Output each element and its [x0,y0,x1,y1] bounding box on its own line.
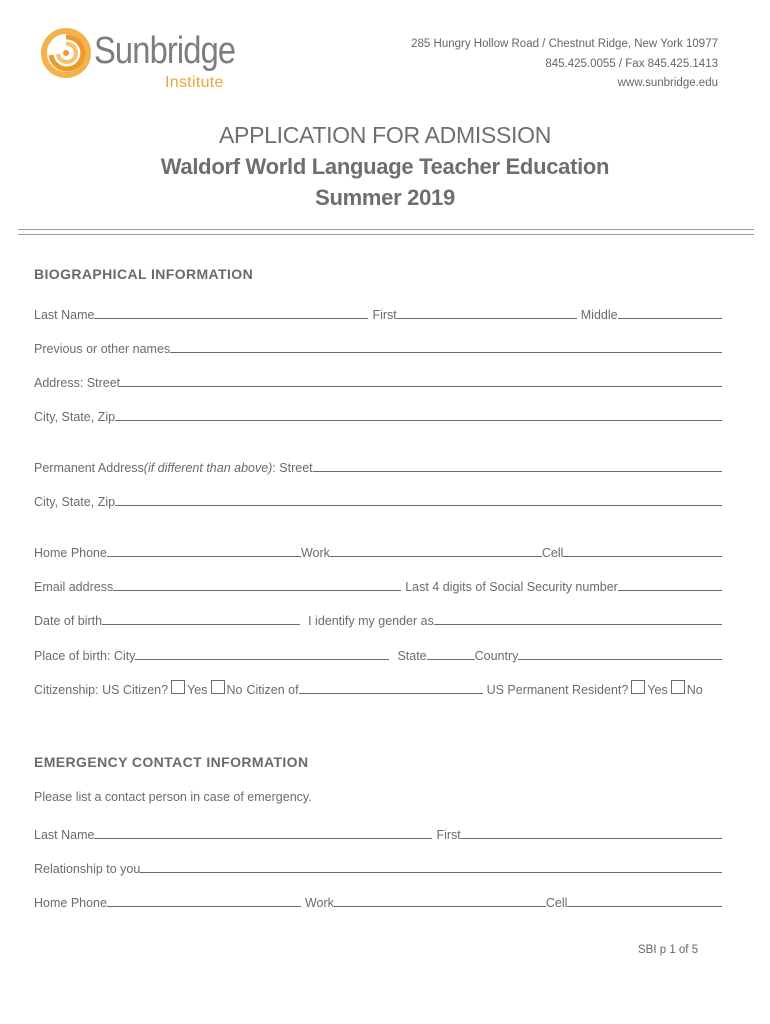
citizenship-row [34,677,722,697]
work-phone-label: Work [300,546,330,560]
logo-wordmark: Sunbridge [94,30,236,72]
citizen-of-field[interactable] [299,680,483,694]
emergency-home-phone-label: Home Phone [34,896,107,910]
citizenship-label: Citizenship: US Citizen? [34,683,169,697]
us-citizen-no-label: No [226,683,243,697]
last-name-label: Last Name [34,308,95,322]
emergency-home-phone-field[interactable] [107,893,301,907]
title-line-2: Waldorf World Language Teacher Education [160,154,610,179]
birth-country-label: Country [474,649,519,663]
emergency-phone-row [34,890,722,910]
home-phone-field[interactable] [107,543,301,557]
permanent-resident-yes-label: Yes [647,683,668,697]
emergency-first-name-label: First [436,828,461,842]
address-website[interactable]: www.sunbridge.edu [617,77,718,89]
phone-row [34,540,722,560]
name-row [34,302,722,322]
birthplace-row [34,643,722,663]
dob-label: Date of birth [34,614,103,628]
permanent-address-row [34,455,722,475]
permanent-address-label: Permanent Address [34,461,144,475]
birth-country-field[interactable] [518,646,722,660]
sun-spiral-icon [40,26,94,80]
dob-row [34,608,722,628]
permanent-address-note: (if different than above) [143,461,273,475]
city-state-zip-field[interactable] [115,407,722,421]
cell-phone-field[interactable] [563,543,722,557]
address-street-label: Address: Street [34,376,121,390]
cell-phone-label: Cell [541,546,564,560]
previous-names-row [34,336,722,356]
us-citizen-yes-label: Yes [187,683,208,697]
permanent-street-label: : Street [272,461,313,475]
document-title [0,120,770,213]
emergency-work-field[interactable] [334,893,546,907]
emergency-name-row [34,822,722,842]
birth-city-label: Place of birth: City [34,649,136,663]
birth-city-field[interactable] [135,646,389,660]
logo-subtitle: Institute [165,74,224,91]
email-row [34,574,722,594]
us-citizen-yes-checkbox[interactable] [171,680,185,694]
home-phone-label: Home Phone [34,546,107,560]
city-state-zip-row [34,404,722,424]
emergency-first-name-field[interactable] [461,825,722,839]
previous-names-label: Previous or other names [34,342,171,356]
biographical-heading: BIOGRAPHICAL INFORMATION [34,266,254,282]
gender-label: I identify my gender as [308,614,434,628]
permanent-city-label: City, State, Zip [34,495,116,509]
address-row [34,370,722,390]
emergency-last-name-field[interactable] [94,825,432,839]
ssn-label: Last 4 digits of Social Security number [405,580,618,594]
middle-name-field[interactable] [618,305,722,319]
birth-state-label: State [397,649,427,663]
sunbridge-logo [40,26,290,98]
permanent-city-field[interactable] [115,492,722,506]
ssn-field[interactable] [618,577,722,591]
emergency-heading: EMERGENCY CONTACT INFORMATION [34,754,309,770]
dob-field[interactable] [102,611,300,625]
emergency-last-name-label: Last Name [34,828,95,842]
relationship-row [34,856,722,876]
permanent-resident-yes-checkbox[interactable] [631,680,645,694]
email-label: Email address [34,580,114,594]
institute-address [411,35,718,94]
emergency-instruction: Please list a contact person in case of emergency. [34,790,312,804]
permanent-resident-label: US Permanent Resident? [486,683,629,697]
first-name-label: First [372,308,397,322]
work-phone-field[interactable] [330,543,542,557]
relationship-field[interactable] [140,859,722,873]
first-name-field[interactable] [397,305,577,319]
emergency-work-label: Work [304,896,334,910]
gender-field[interactable] [434,611,722,625]
us-citizen-no-checkbox[interactable] [211,680,225,694]
previous-names-field[interactable] [170,339,722,353]
title-line-3: Summer 2019 [315,185,455,210]
page-number: SBI p 1 of 5 [638,944,699,956]
birth-state-field[interactable] [427,646,475,660]
title-divider [18,229,754,235]
permanent-street-field[interactable] [313,458,722,472]
address-street-field[interactable] [120,373,722,387]
emergency-cell-label: Cell [545,896,568,910]
city-state-zip-label: City, State, Zip [34,410,116,424]
address-street: 285 Hungry Hollow Road / Chestnut Ridge, New York 10977 [411,38,718,50]
citizen-of-label: Citizen of [246,683,299,697]
relationship-label: Relationship to you [34,862,141,876]
middle-name-label: Middle [580,308,618,322]
last-name-field[interactable] [94,305,368,319]
permanent-resident-no-checkbox[interactable] [671,680,685,694]
permanent-city-row [34,489,722,509]
emergency-cell-field[interactable] [567,893,722,907]
title-line-1: APPLICATION FOR ADMISSION [218,122,552,148]
permanent-resident-no-label: No [686,683,703,697]
address-phone: 845.425.0055 / Fax 845.425.1413 [545,57,718,70]
email-field[interactable] [113,577,401,591]
